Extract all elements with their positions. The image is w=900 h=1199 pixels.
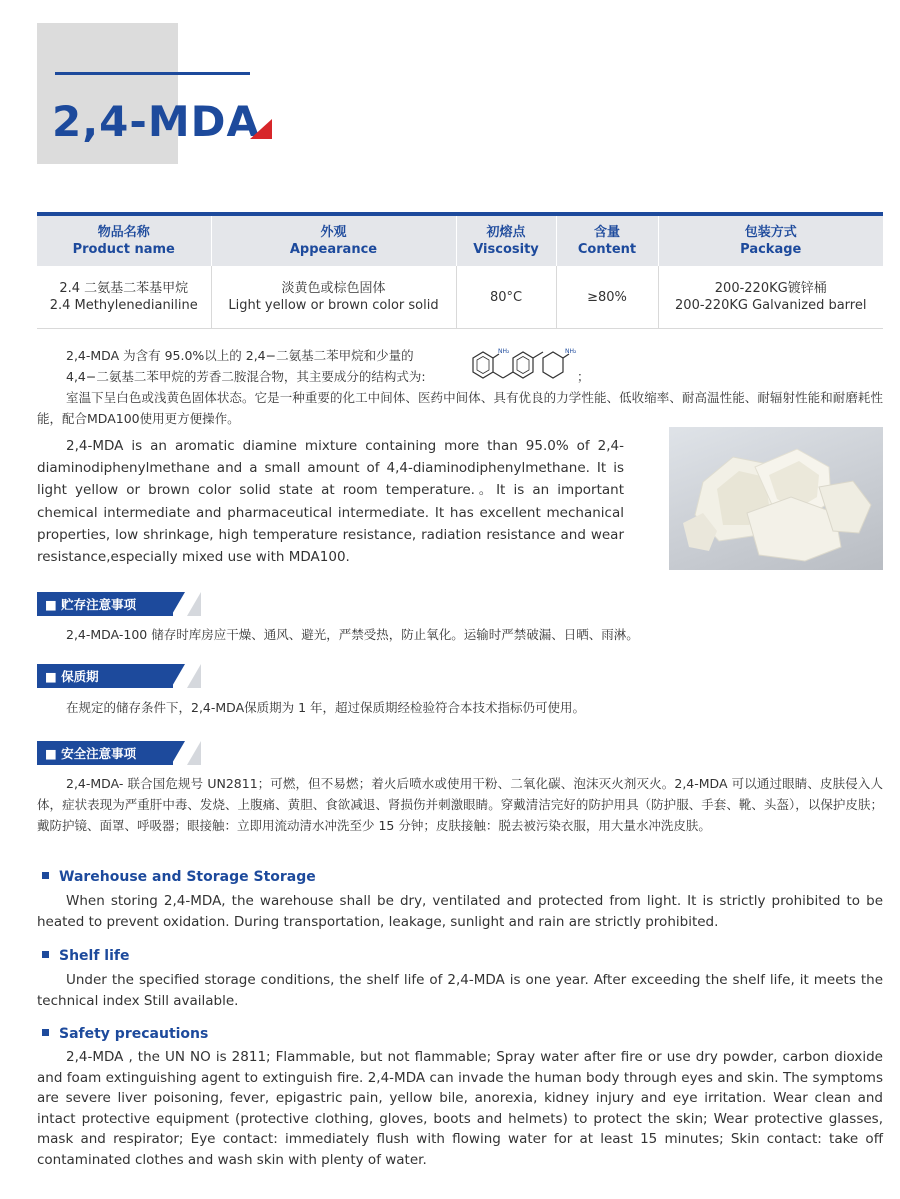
- intro-zh-body: 室温下呈白色或浅黄色固体状态。它是一种重要的化工中间体、医药中间体、具有优良的力学性能、低收缩率、耐高温性能、耐辐射性能和耐磨耗性能，配合MDA100使用更方便操作。: [37, 390, 883, 426]
- section-en-storage-body: When storing 2,4-MDA, the warehouse shall be dry, ventilated and protected from light. It is strictly prohibited to be heated to prevent oxidation. During transportation, leakage, sunlight and rain are strictly prohibited.: [37, 893, 883, 930]
- table-row: [37, 266, 883, 329]
- section-bar-shadow: [187, 741, 201, 765]
- structure-label-nh2-b: NH₂: [565, 348, 577, 355]
- section-title: Warehouse and Storage Storage: [59, 869, 316, 885]
- section-en-safety-body: 2,4-MDA , the UN NO is 2811; Flammable, but not flammable; Spray water after fire or use dry powder, carbon dioxide and foam extinguishing agent to extinguish fire. 2,4-MDA can invade the human body through eyes and skin. The symptoms are severe liver poisoning, fever, epigastric pain, yellow bile, anorexia, kidney injury and eye irritation. Wear clean and intact protective equipment (protective clothing, gloves, boots and helmets) to protect the skin; Wear protective glasses, mask and respirator; Eye contact: immediately flush with flowing water for at least 15 minutes; Skin contact: take off contaminated clothes and wash skin with plenty of water.: [37, 1049, 883, 1168]
- title-rule: [55, 72, 250, 75]
- section-zh-safety-body: 2,4-MDA- 联合国危规号 UN2811；可燃，但不易燃；着火后喷水或使用干粉、二氧化碳、泡沫灭火剂灭火。2,4-MDA 可以通过眼睛、皮肤侵入人体，症状表现为严重肝中毒、发烧、上腹痛、黄胆、食欲减退、肾损伤并刺激眼睛。穿戴清洁完好的防护用具（防护服、手套、靴、头盔），以保护皮肤；戴防护镜、面罩、呼吸器；眼接触：立即用流动清水冲洗至少 15 分钟；皮肤接触：脱去被污染衣服，用大量水冲洗皮肤。: [37, 776, 883, 833]
- section-en-safety-header: [42, 1026, 208, 1042]
- section-bar-shadow: [187, 664, 201, 688]
- structural-formula: [465, 346, 577, 386]
- header-appearance: 外观 Appearance: [211, 214, 456, 266]
- section-en-shelf-life-body: Under the specified storage conditions, the shelf life of 2,4-MDA is one year. After exceeding the shelf life, it meets the technical index Still available.: [37, 972, 883, 1009]
- header-product-name: 物品名称 Product name: [37, 214, 211, 266]
- section-bar-tip: [171, 741, 185, 765]
- bullet-square-icon: [42, 1029, 49, 1036]
- section-title: ■ 安全注意事项: [45, 746, 137, 761]
- cell-viscosity: 80°C: [456, 266, 556, 329]
- cell-appearance: 淡黄色或棕色固体 Light yellow or brown color solid: [211, 266, 456, 329]
- bullet-square-icon: [42, 951, 49, 958]
- section-title: Safety precautions: [59, 1026, 209, 1042]
- cell-product-name: 2.4 二氨基二苯基甲烷 2.4 Methylenedianiline: [37, 266, 211, 329]
- section-bar-tip: [171, 592, 185, 616]
- section-zh-storage-body: 2,4-MDA-100 储存时库房应干燥、通风、避光，严禁受热，防止氧化。运输时严禁破漏、日晒、雨淋。: [66, 627, 639, 642]
- crystal-image: [669, 427, 883, 570]
- header-viscosity: 初熔点 Viscosity: [456, 214, 556, 266]
- section-en-storage-header: [42, 869, 316, 885]
- bullet-square-icon: [42, 872, 49, 879]
- section-title: ■ 贮存注意事项: [45, 597, 137, 612]
- title-triangle-accent: [250, 119, 272, 139]
- header-content: 含量 Content: [556, 214, 658, 266]
- section-zh-shelf-life-body: 在规定的储存条件下，2,4-MDA保质期为 1 年，超过保质期经检验符合本技术指标仍可使用。: [66, 700, 586, 715]
- cell-content: ≥80%: [556, 266, 658, 329]
- structure-label-nh2-a: NH₂: [498, 348, 510, 355]
- spec-table: [37, 212, 883, 329]
- section-en-shelf-life-header: [42, 948, 130, 964]
- section-title: Shelf life: [59, 948, 130, 964]
- section-bar-tip: [171, 664, 185, 688]
- product-photo: [669, 427, 883, 570]
- spec-table-header-row: [37, 214, 883, 266]
- page-title: 2,4-MDA: [52, 97, 260, 146]
- header-package: 包装方式 Package: [658, 214, 883, 266]
- intro-zh-line2-end: ；: [577, 369, 590, 384]
- section-bar-shadow: [187, 592, 201, 616]
- cell-package: 200-220KG镀锌桶 200-220KG Galvanized barrel: [658, 266, 883, 329]
- intro-zh-line2: 4,4−二氨基二苯甲烷的芳香二胺混合物，其主要成分的结构式为:: [66, 369, 426, 384]
- intro-zh-line1: 2,4-MDA 为含有 95.0%以上的 2,4−二氨基二苯甲烷和少量的: [66, 348, 414, 363]
- section-title: ■ 保质期: [45, 669, 99, 684]
- intro-en-body: 2,4-MDA is an aromatic diamine mixture containing more than 95.0% of 2,4-diaminodiphenylmethane and a small amount of 4,4-diaminodiphenylmethane. It is light yellow or brown color solid state at room temperature.。It is an important chemical intermediate and pharmaceutical intermediate. It has excellent mechanical properties, low shrinkage, high temperature resistance, radiation resistance and wear resistance,especially mixed use with MDA100.: [37, 438, 624, 566]
